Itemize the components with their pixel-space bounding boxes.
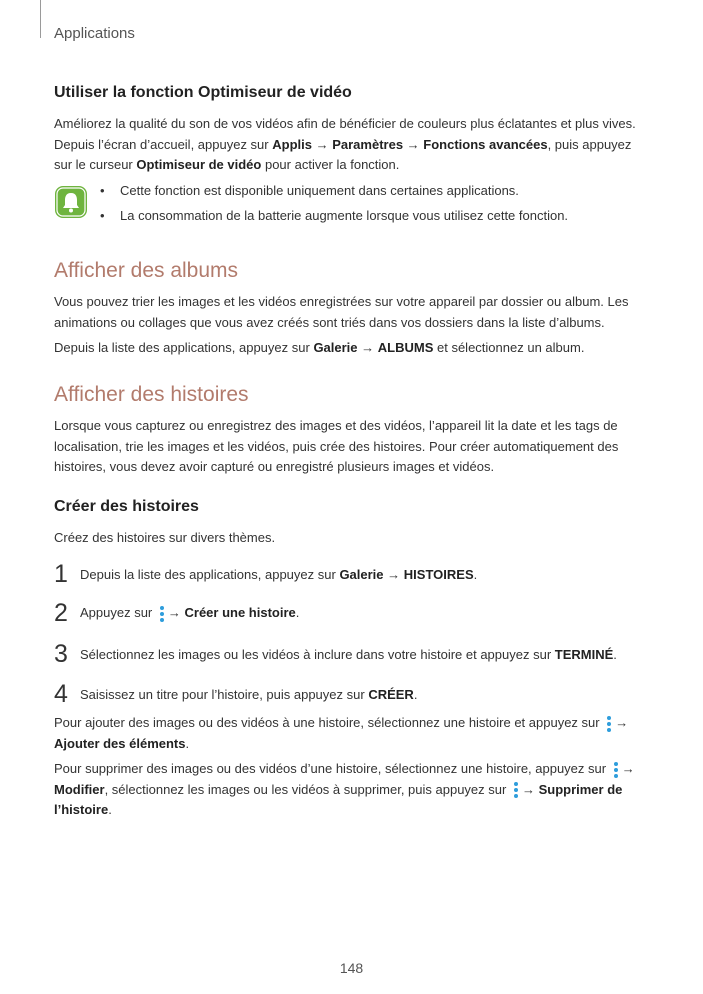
albums-instruction: Depuis la liste des applications, appuyez sur Galerie → ALBUMS et sélectionnez un album.	[54, 340, 585, 355]
header-section-title: Applications	[54, 25, 135, 42]
more-options-icon	[606, 716, 612, 732]
note-bell-icon	[54, 185, 88, 219]
page-number: 148	[339, 960, 364, 976]
note-item: • La consommation de la batterie augmente lorsque vous utilisez cette fonction.	[100, 208, 569, 223]
video-optimizer-paragraph: Améliorez la qualité du son de vos vidéos afin de bénéficier de couleurs plus éclatantes et plus vives. Depuis l’écran d’accueil, appuyez sur Applis → Paramètres → Fonctions avancées, puis appuyez sur le curseur Optimiseur de vidéo pour activer la fonction.	[54, 116, 636, 172]
create-stories-intro: Créez des histoires sur divers thèmes.	[54, 530, 276, 545]
stories-title: Afficher des histoires	[54, 383, 249, 406]
header-divider	[40, 0, 41, 38]
step-2: 2 Appuyez sur → Créer une histoire.	[54, 599, 300, 627]
albums-title: Afficher des albums	[54, 259, 239, 282]
create-stories-title: Créer des histoires	[54, 498, 199, 515]
step-3: 3 Sélectionnez les images ou les vidéos à inclure dans votre histoire et appuyez sur TERMINÉ.	[54, 640, 617, 668]
more-options-icon	[159, 606, 165, 622]
albums-paragraph: Vous pouvez trier les images et les vidéos enregistrées sur votre appareil par dossier ou album. Les animations ou collages que vous avez créés sont triés dans vos dossiers dans la liste d’albums.	[54, 294, 629, 330]
more-options-icon	[613, 762, 619, 778]
stories-paragraph: Lorsque vous capturez ou enregistrez des images et des vidéos, l’appareil lit la date et les tags de localisation, trie les images et les vidéos, puis crée des histoires. Pour créer automatiquement des histoires, vous devez avoir capturé ou enregistré plusieurs images et vidéos.	[54, 418, 619, 474]
note-item: • Cette fonction est disponible uniquement dans certaines applications.	[100, 183, 519, 198]
step-1: 1 Depuis la liste des applications, appuyez sur Galerie → HISTOIRES.	[54, 560, 478, 588]
more-options-icon	[513, 782, 519, 798]
delete-items-paragraph: Pour supprimer des images ou des vidéos d’une histoire, sélectionnez une histoire, appuyez sur → Modifier, sélectionnez les images ou les vidéos à supprimer, puis appuyez sur → Supprimer de l’histoire.	[54, 761, 635, 817]
step-4: 4 Saisissez un titre pour l’histoire, puis appuyez sur CRÉER.	[54, 680, 418, 708]
video-optimizer-title: Utiliser la fonction Optimiseur de vidéo	[54, 84, 352, 101]
add-items-paragraph: Pour ajouter des images ou des vidéos à une histoire, sélectionnez une histoire et appuyez sur → Ajouter des éléments.	[54, 715, 629, 751]
